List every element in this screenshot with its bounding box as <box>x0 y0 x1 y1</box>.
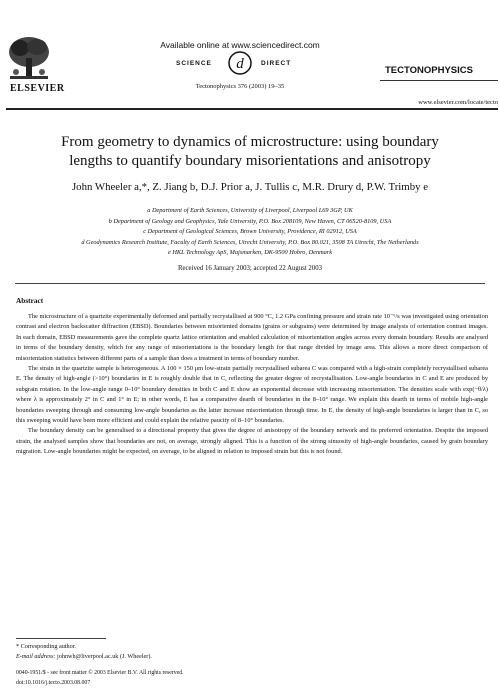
header-divider <box>6 108 498 110</box>
sciencedirect-left-text: SCIENCE <box>176 60 212 67</box>
abstract-body <box>16 312 488 458</box>
affiliation-c: c Department of Geological Sciences, Brown University, Providence, RI 02912, USA <box>143 228 357 236</box>
affiliation-d: d Geodynamics Research Institute, Faculty of Earth Sciences, Utrecht University, P.O. Box 80.021, 3508 TA Utrecht, The Netherlands <box>81 238 419 246</box>
affiliation-b: b Department of Geology and Geophysics, Yale University, P.O. Box 208109, New Haven, CT 06520-8109, USA <box>108 217 392 225</box>
author-list: John Wheeler a,*, Z. Jiang b, D.J. Prior a, J. Tullis c, M.R. Drury d, P.W. Trimby e <box>71 181 428 193</box>
abstract-paragraph-3: The boundary density can be generalised to a directional property that gives the degree of anisotropy of the boundary network and its preferred orientation. Despite the imposed strain, the analysed samples show that boundaries are not, on average, strongly aligned. This is a function of the strong sinuosity of high-angle boundaries, caused by grain boundary migration. Low-angle boundaries might be expected, on average, to be aligned in relation to imposed strain but this is not found. <box>16 427 488 456</box>
doi-link[interactable]: doi:10.1016/j.tecto.2003.08.007 <box>16 679 91 686</box>
abstract-heading: Abstract <box>16 296 44 305</box>
elsevier-tree-logo-icon <box>6 34 52 82</box>
title-line-2: lengths to quantify boundary misorientations and anisotropy <box>69 153 431 169</box>
received-dates: Received 16 January 2003; accepted 22 August 2003 <box>177 265 323 272</box>
footnotes <box>16 642 152 662</box>
copyright-block <box>16 669 184 688</box>
affiliation-a: a Department of Earth Sciences, University of Liverpool, Liverpool L69 3GP, UK <box>147 207 353 214</box>
abstract-divider <box>15 283 485 284</box>
email-address-link[interactable]: johnwh@liverpool.ac.uk (J. Wheeler). <box>57 653 152 660</box>
email-label: E-mail address: <box>16 653 56 660</box>
abstract-paragraph-2: The strain in the quartzite sample is heterogeneous. A 100 × 150 μm low-strain partially recrystallised subarea C was compared with a high-strain completely recrystallised subarea E. The density of high-angle (>10°) boundaries in E is roughly double that in C, reflecting the greater degree of recrystallisation. Low-angle boundaries in C and E are produced by subgrain rotation. In the low-angle range 0–10° boundary densities in both C and E show an exponential decrease with increasing misorientation. The densities scale with exp(−θ/λ) where λ is approximately 2° in C and 1° in E; in other words, E has a comparative dearth of boundaries in the 8–10° range. We explain this dearth in terms of mobile high-angle boundaries sweeping through and consuming low-angle boundaries as the latter increase misorientation through time. In E, the density of high-angle boundaries is larger than in C, so this sweeping would have been more efficient and could explain the relative paucity of 8–10° boundaries. <box>16 365 488 425</box>
corresponding-author-note: * Corresponding author. <box>16 643 76 650</box>
journal-name: TECTONOPHYSICS <box>385 65 473 76</box>
copyright-line: 0040-1951/$ - see front matter © 2003 Elsevier B.V. All rights reserved. <box>16 670 184 676</box>
article-title <box>10 133 490 171</box>
publisher-name: ELSEVIER <box>10 83 65 94</box>
journal-url-link[interactable]: www.elsevier.com/locate/tecto <box>418 99 498 106</box>
affiliations <box>10 206 490 259</box>
available-online-text: Available online at www.sciencedirect.com <box>160 40 320 50</box>
footnote-divider <box>16 638 106 639</box>
svg-text:d: d <box>236 56 244 72</box>
title-line-1: From geometry to dynamics of microstructure: using boundary <box>61 134 439 150</box>
journal-rule <box>380 80 498 81</box>
email-line <box>16 652 152 662</box>
sciencedirect-right-text: DIRECT <box>261 60 292 67</box>
affiliation-e: e HKL Technology ApS, Majsmarken, DK-9500 Hobro, Denmark <box>167 249 333 257</box>
abstract-paragraph-1: The microstructure of a quartzite experimentally deformed and partially recrystallised at 900 °C, 1.2 GPa confining pressure and strain rate 10⁻⁶/s was investigated using orientation contrast and electron backscatter diffraction (EBSD). Boundaries between misoriented domains (grains or subgrains) were determined by image analysis of orientation contrast images. In each domain, EBSD measurements gave the complete quartz lattice orientation and enabled calculation of misorientation angles across every domain boundary. Results are analysed in terms of the boundary density, which for any range of misorientations is the boundary length for that range divided by image area. This allows a more direct comparison of misorientation statistics between different parts of a sample than does a treatment in terms of boundary number. <box>16 313 488 362</box>
journal-citation: Tectonophysics 376 (2003) 19–35 <box>195 83 285 90</box>
